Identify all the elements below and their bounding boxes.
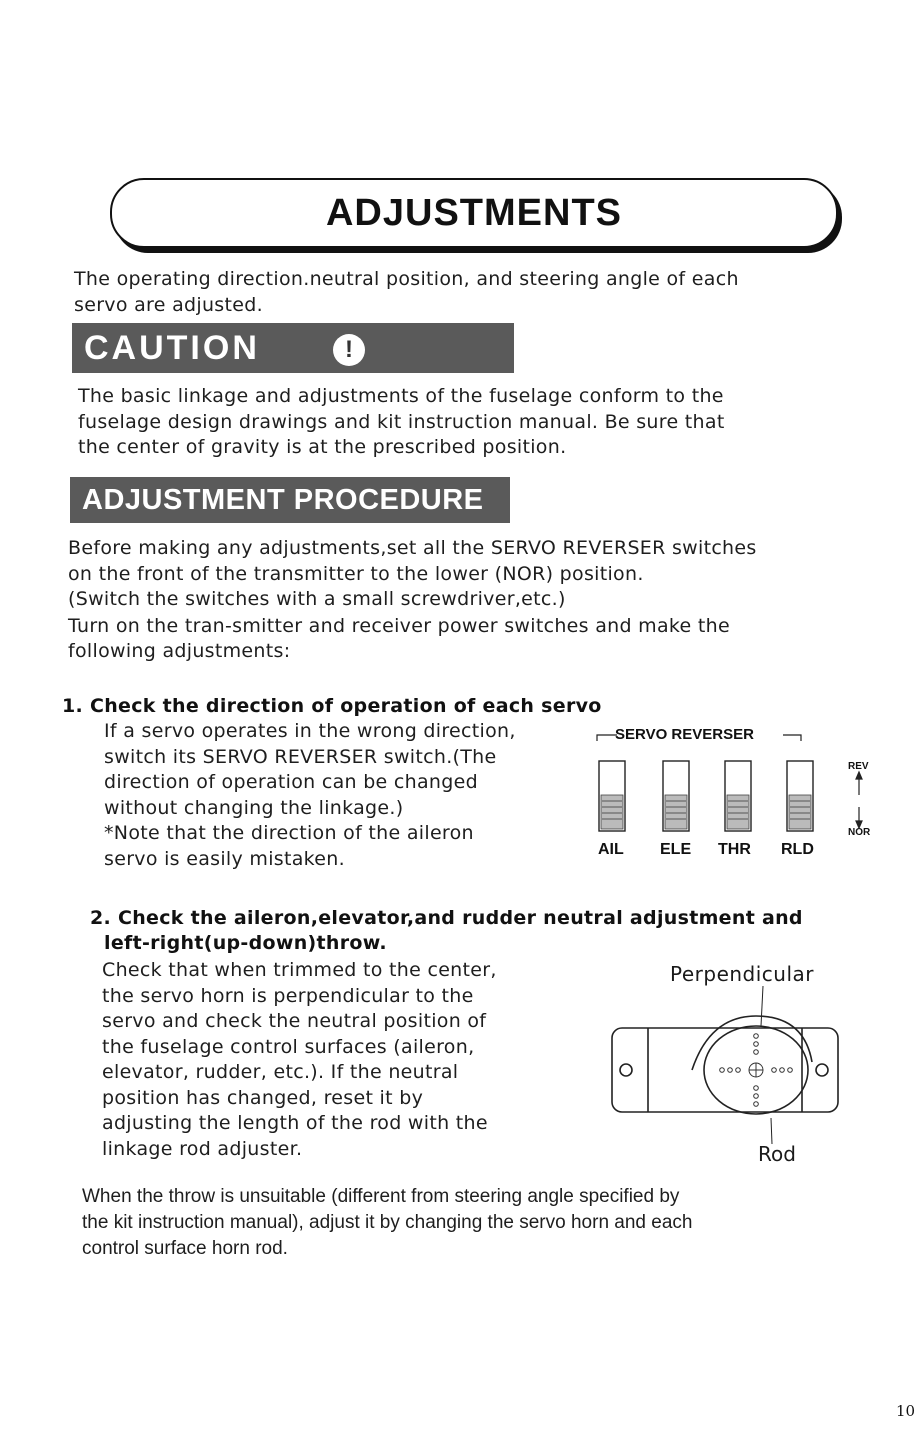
procedure-text: [68, 536, 898, 665]
step2-line: position has changed, reset it by: [102, 1086, 424, 1109]
procedure-line: Before making any adjustments,set all the SERVO REVERSER switches: [68, 537, 757, 559]
switch-label-ele: ELE: [660, 841, 692, 858]
switch-label-ail: AIL: [598, 841, 624, 858]
final-text: [82, 1184, 902, 1262]
caution-line: The basic linkage and adjustments of the fuselage conform to the: [78, 385, 724, 407]
intro-line: servo are adjusted.: [74, 293, 263, 316]
caution-text: [78, 384, 898, 461]
caution-banner: [72, 323, 514, 373]
servo-reverser-diagram: [585, 725, 885, 865]
nor-label: NOR: [848, 827, 871, 838]
step1-line: without changing the linkage.): [104, 796, 404, 819]
procedure-banner: [70, 477, 510, 523]
caution-label: CAUTION: [84, 328, 260, 367]
step1-text: [104, 719, 584, 872]
caution-line: fuselage design drawings and kit instruction manual. Be sure that: [78, 410, 725, 433]
rev-label: REV: [848, 761, 869, 772]
step2-line: elevator, rudder, etc.). If the neutral: [102, 1061, 459, 1083]
step2-line: servo and check the neutral position of: [102, 1010, 487, 1032]
step2-line: adjusting the length of the rod with the: [102, 1112, 488, 1134]
step2-line: the servo horn is perpendicular to the: [102, 984, 474, 1007]
step2-heading-line: left-right(up-down)throw.: [104, 932, 387, 954]
procedure-line: (Switch the switches with a small screwdriver,etc.): [68, 588, 566, 610]
perpendicular-label: Perpendicular: [670, 962, 815, 986]
procedure-line: following adjustments:: [68, 640, 291, 662]
step2-text: [102, 958, 582, 1162]
step1-line: servo is easily mistaken.: [104, 847, 345, 870]
procedure-line: on the front of the transmitter to the lower (NOR) position.: [68, 562, 644, 585]
step1-line: If a servo operates in the wrong direction,: [104, 720, 516, 742]
exclamation-icon: !: [333, 334, 365, 366]
final-line: control surface horn rod.: [82, 1238, 288, 1259]
intro-line: The operating direction.neutral position, and steering angle of each: [74, 268, 739, 290]
page-number: 10: [896, 1402, 916, 1420]
servo-reverser-title: SERVO REVERSER: [615, 726, 754, 743]
step1-heading: 1. Check the direction of operation of each servo: [62, 695, 602, 717]
caution-line: the center of gravity is at the prescribed position.: [78, 436, 567, 458]
step1-line: switch its SERVO REVERSER switch.(The: [104, 745, 497, 768]
rod-label: Rod: [758, 1142, 796, 1166]
procedure-line: Turn on the tran-smitter and receiver power switches and make the: [68, 614, 730, 637]
step2-heading-line: 2. Check the aileron,elevator,and rudder neutral adjustment and: [90, 907, 803, 929]
procedure-label: ADJUSTMENT PROCEDURE: [82, 483, 484, 516]
servo-horn-diagram: [600, 958, 860, 1170]
final-line: the kit instruction manual), adjust it by changing the servo horn and each: [82, 1212, 693, 1233]
switch-label-thr: THR: [718, 841, 751, 858]
intro-text: [74, 267, 894, 318]
servo-horn-illustration: [600, 958, 860, 1170]
final-line: When the throw is unsuitable (different from steering angle specified by: [82, 1186, 680, 1207]
step2-line: Check that when trimmed to the center,: [102, 959, 497, 981]
step2-line: linkage rod adjuster.: [102, 1137, 303, 1160]
page-title: ADJUSTMENTS: [110, 178, 838, 248]
step2-line: the fuselage control surfaces (aileron,: [102, 1035, 475, 1058]
switch-label-rld: RLD: [781, 841, 814, 858]
step2-heading: [90, 906, 890, 956]
step1-line: direction of operation can be changed: [104, 771, 478, 793]
step1-line: *Note that the direction of the aileron: [104, 822, 474, 844]
